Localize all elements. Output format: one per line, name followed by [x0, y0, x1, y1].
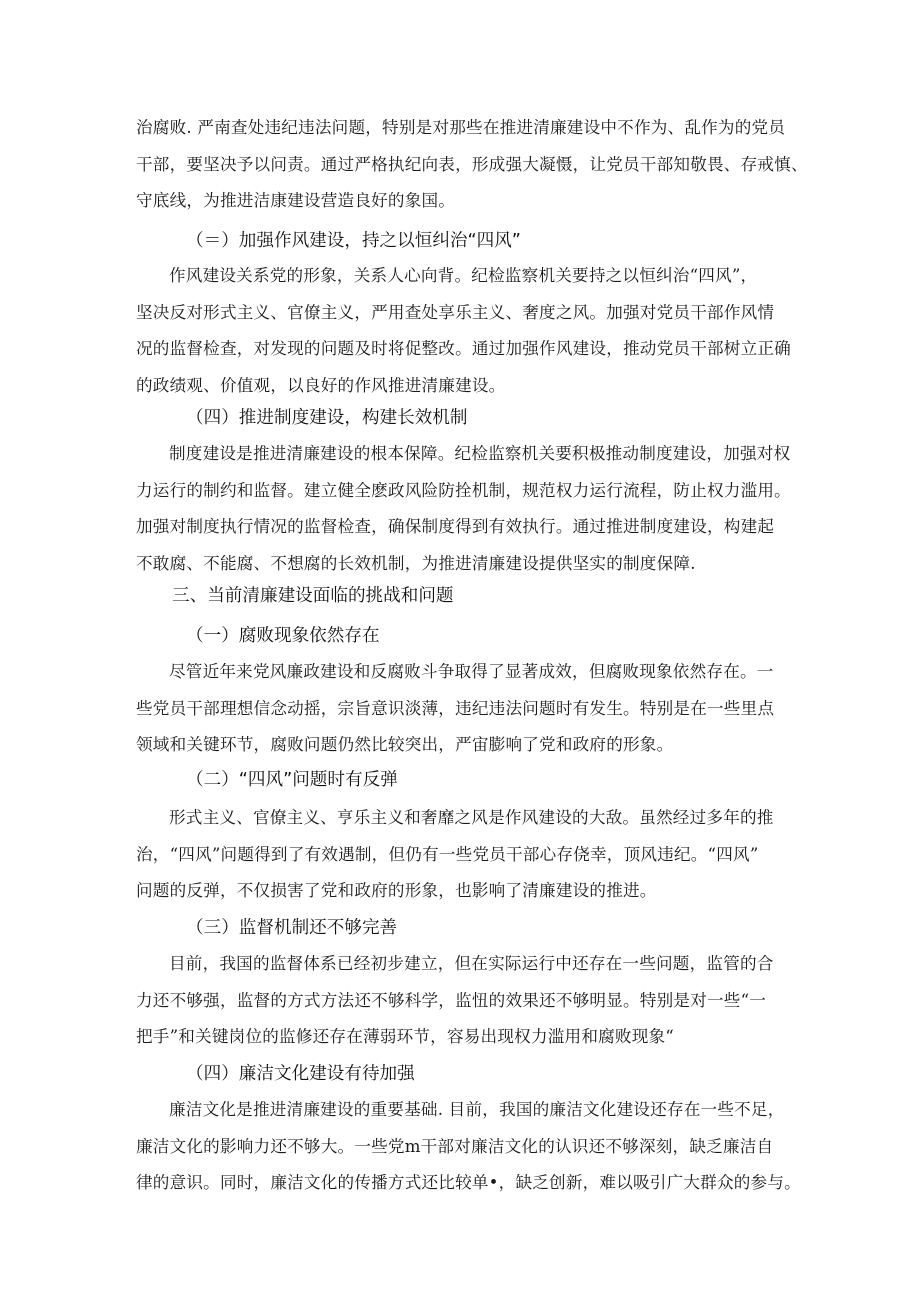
text-line: 治，“四风”问题得到了有效遇制，但仍有一些党员干部心存侥幸，顶风违纪。“四风” [136, 844, 759, 864]
text-line: 廉洁文化是推进清廉建设的重要基础. 目前，我国的廉洁文化建设还存在一些不足， [169, 1100, 785, 1119]
heading-sifeng: （二）“四风”问题时有反弹 [186, 770, 398, 790]
text-line: 廉洁文化的影响力还不够大。一些党m干部对廉洁文化的认识还不够深刻，缺乏廉洁自 [136, 1136, 774, 1156]
heading-zuofeng: （＝）加强作风建设，持之以恒纠治“四风” [186, 231, 521, 251]
paragraph-zuofeng [136, 258, 791, 404]
text-line: 作风建设关系党的形象，关系人心向背。纪检监察机关要持之以恒纠治“四风”， [169, 266, 758, 285]
text-line: 目前，我国的监督体系已经初步建立，但在实际运行中还存在一些问题，监管的合 [169, 954, 774, 973]
heading-wenhua: （四）廉洁文化建设有待加强 [186, 1064, 415, 1084]
paragraph-sifeng [136, 800, 786, 910]
text-line: 律的意识。同时，廉洁文化的传播方式还比较单•，缺乏创新，难以吸引广大群众的参与。 [136, 1173, 801, 1193]
text-line: 守底线，为推进洁康建设营造良好的象国。 [136, 191, 456, 211]
section-heading-3: 三、当前清廉建设面临的挑战和问题 [172, 586, 454, 606]
text-line: 把手”和关键岗位的监修还存在薄弱环节，容易出现权力滥用和腐败现象“ [136, 1027, 674, 1047]
text-line: 制度建设是推进清廉建设的根本保障。纪检监察机关要积极推动制度建设，加强对权 [169, 444, 791, 463]
text-line: 问题的反弹，不仅损害了党和政府的形象，也影响了清廉建设的推进。 [136, 881, 657, 901]
text-line: 况的监督检查，对发现的问题及时将促整改。通过加强作风建设，推动党员干部树立正确 [136, 339, 791, 359]
text-line: 力还不够强，监督的方式方法还不够科学，监忸的效果还不够明显。特别是对一些“一 [136, 990, 767, 1010]
paragraph-zhidu [136, 436, 791, 582]
text-line: 不敢腐、不能腐、不想腐的长效机制，为推进清廉建设提供坚实的制度保障. [136, 553, 696, 573]
paragraph-fubai [136, 654, 786, 764]
paragraph-jiandu [136, 946, 786, 1056]
text-line: 些党员干部理想信念动摇，宗旨意识淡薄，违纪违法问题时有发生。特别是在一些里点 [136, 698, 775, 718]
text-line: 的政绩观、价值观，以良好的作风推进清廉建设。 [136, 375, 506, 395]
heading-fubai: （一）腐败现象依然存在 [186, 626, 380, 646]
heading-jiandu: （三）监督机制还不够完善 [186, 918, 398, 938]
paragraph-continuation [136, 110, 808, 220]
text-line: 力运行的制约和监督。建立健全麽政风险防拴机制，规范权力运行流程，防止权力滥用。 [136, 480, 791, 500]
text-line: 尽管近年来党风廉政建设和反腐败斗争取得了显著成效，但腐败现象依然存在。一 [169, 662, 774, 681]
text-line: 治腐败. 严南查处违纪违法问题，特别是对那些在推进清廉建设中不作为、乱作为的党员 [136, 118, 786, 137]
text-line: 干部，要坚决予以问责。通过严格执纪向表，形成强大凝慑，让党员干部知敬畏、存戒慎、 [136, 154, 808, 174]
text-line: 加强对制度执行情况的监督检查，确保制度得到有效执行。通过推进制度建设，构建起 [136, 517, 775, 537]
text-line: 坚决反对形式主义、官僚主义，严用查处享乐主义、奢度之风。加强对党员干部作风情 [136, 302, 775, 322]
text-line: 形式主义、官僚主义、亨乐主义和奢靡之风是作风建设的大敌。虽然经过多年的推 [169, 808, 774, 827]
paragraph-wenhua [136, 1092, 801, 1202]
heading-zhidu: （四）推进制度建设，构建长效机制 [186, 408, 468, 428]
text-line: 领域和关键环节，腐败问题仍然比较突出，严宙膨响了党和政府的形象。 [136, 735, 674, 755]
